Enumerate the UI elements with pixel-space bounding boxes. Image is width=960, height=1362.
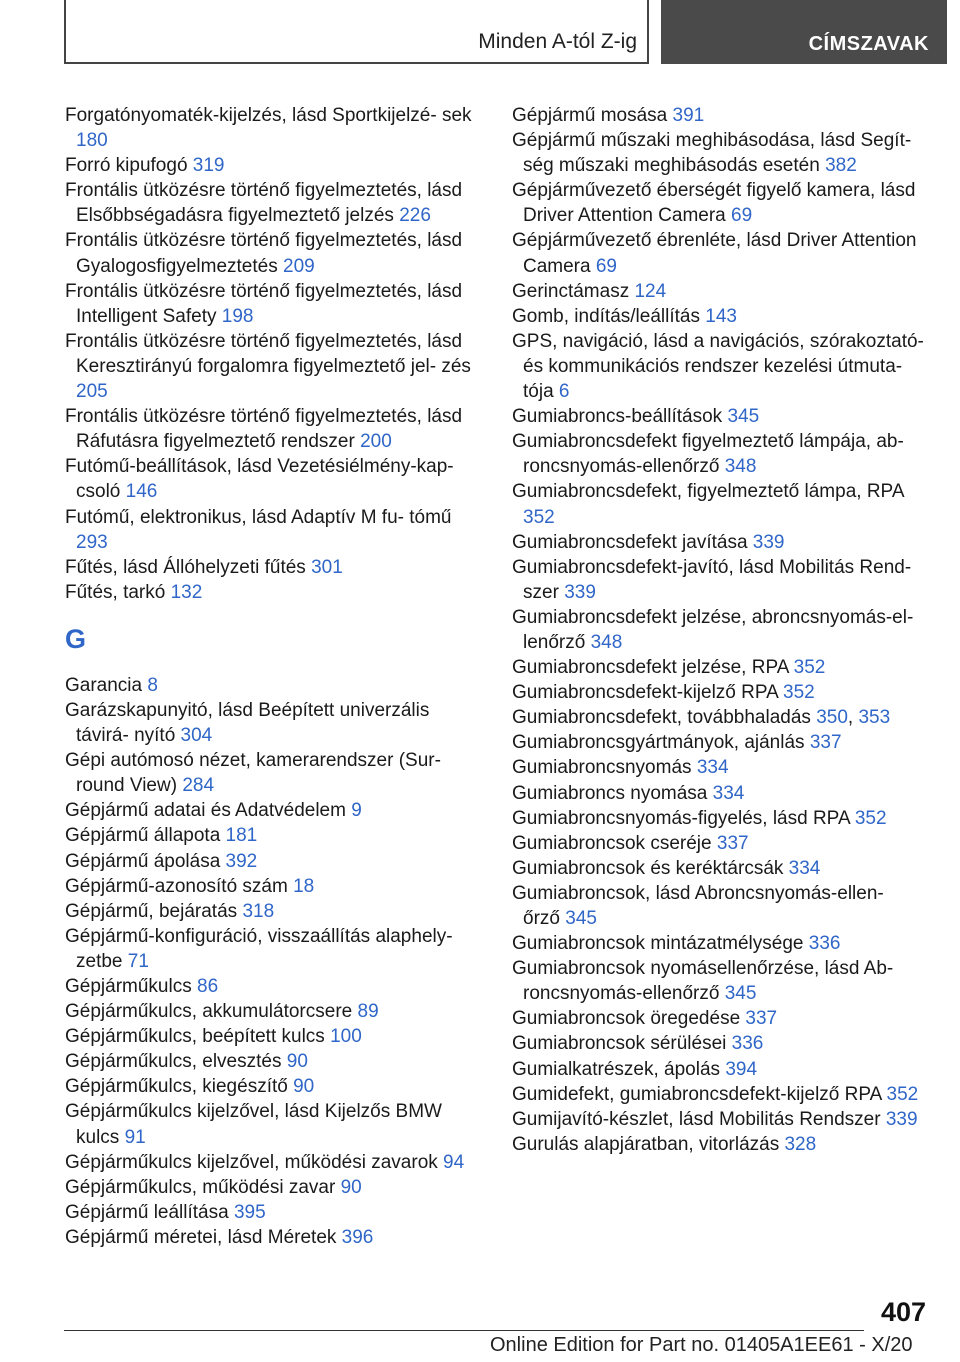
index-entry-term: Gomb, indítás/leállítás [512, 305, 700, 327]
index-entry-term: Gépjármű méretei, lásd Méretek [65, 1226, 337, 1248]
index-entry [512, 781, 924, 806]
index-entry-term: Gépjármű adatai és Adatvédelem [65, 800, 346, 822]
page-reference-link[interactable]: 90 [340, 1176, 362, 1198]
index-entry [512, 228, 924, 278]
page-reference-link[interactable]: 209 [283, 255, 315, 277]
index-entry [65, 1225, 485, 1250]
page-reference-link[interactable]: 395 [233, 1201, 266, 1223]
index-entry [512, 755, 924, 780]
page-reference-link[interactable]: 352 [523, 506, 555, 528]
index-entry [512, 1107, 924, 1132]
index-entry [65, 555, 485, 580]
index-entry-term: Gumiabroncsgyártmányok, ajánlás [512, 732, 805, 754]
index-entry-term: Gumiabroncsok öregedése [512, 1008, 741, 1030]
page-reference-link[interactable]: 86 [197, 976, 219, 997]
index-entry [65, 1175, 485, 1200]
index-entry [512, 530, 924, 555]
index-entry [65, 999, 485, 1024]
index-entry-term: Gépjárműkulcs, működési zavar [65, 1176, 336, 1198]
index-entry-term: Frontális ütközésre történő figyelmeztetés, lásd Ráfutásra figyelmeztető rendszer [65, 406, 463, 453]
index-entry [65, 899, 485, 924]
index-entry-term: Gépjármű leállítása [65, 1201, 229, 1223]
page-reference-link[interactable]: 200 [360, 431, 392, 453]
index-entry [512, 881, 924, 931]
index-entry [65, 798, 485, 823]
index-entry-term: Gumiabroncs nyomása [512, 782, 708, 804]
index-entry [65, 279, 485, 329]
index-entry-term: Gépjármű állapota [65, 825, 221, 847]
index-entry-term: GPS, navigáció, lásd a navigációs, szórakoztató- és kommunikációs rendszer kezelési útmuta- tója [512, 330, 924, 403]
page-reference-link[interactable]: 348 [724, 456, 757, 478]
index-entry [512, 655, 924, 680]
index-entry-term: Gumiabroncsok cseréje [512, 832, 712, 854]
index-entry [65, 580, 485, 605]
page-reference-link[interactable]: 352 [886, 1083, 919, 1105]
index-entry [65, 228, 485, 278]
page-reference-link[interactable]: 146 [125, 481, 158, 503]
index-entry-term: Futómű-beállítások, lásd Vezetésiélmény-kap- csoló [65, 456, 454, 503]
page-reference-link[interactable]: 392 [225, 850, 258, 872]
index-entry-term: Gumiabroncsdefekt-kijelző RPA [512, 682, 778, 704]
index-entry-term: Gépjárműkulcs, akkumulátorcsere [65, 1001, 353, 1023]
page-reference-link[interactable]: 6 [558, 381, 570, 403]
index-entry-term: Frontális ütközésre történő figyelmeztetés, lásd Elsőbbségadásra figyelmeztető jelzés [65, 180, 463, 227]
index-entry-term: Garázskapunyitó, lásd Beépített univerzális távirá- nyító [65, 699, 430, 747]
index-entry-term: Gépjárműkulcs kijelzővel, működési zavarok [65, 1151, 438, 1173]
page-reference-link[interactable]: 334 [712, 782, 745, 804]
index-entry [512, 806, 924, 831]
index-entry [512, 1031, 924, 1056]
index-entry [65, 1099, 485, 1149]
index-entry-term: Fűtés, lásd Állóhelyzeti fűtés [65, 556, 306, 578]
page-reference-link[interactable]: 181 [225, 825, 258, 847]
index-entry [65, 974, 485, 999]
index-entry [512, 304, 924, 329]
index-entry-term: Gumidefekt, gumiabroncsdefekt-kijelző RPA [512, 1083, 882, 1105]
index-entry [65, 874, 485, 899]
index-entry [65, 924, 485, 974]
index-entry [512, 329, 924, 404]
page-reference-link[interactable]: 132 [170, 581, 203, 603]
index-entry [65, 1150, 485, 1175]
index-entry-term: Gépjármű mosása [512, 105, 668, 126]
page-reference-link[interactable]: 100 [330, 1026, 362, 1048]
index-entry [512, 931, 924, 956]
index-entry-term: Garancia [65, 674, 143, 696]
page-reference-link[interactable]: 90 [293, 1076, 315, 1098]
page-reference-link[interactable]: 394 [725, 1058, 758, 1080]
page-reference-link[interactable]: 339 [885, 1108, 918, 1130]
index-entry [65, 698, 485, 748]
page-reference-link[interactable]: 382 [825, 155, 857, 177]
index-entry [512, 856, 924, 881]
index-entry [65, 823, 485, 848]
page-reference-link[interactable]: 345 [724, 983, 757, 1005]
page-reference-link[interactable]: 337 [716, 832, 749, 854]
page-reference-link[interactable]: 91 [124, 1126, 146, 1148]
index-entry [512, 1057, 924, 1082]
index-entry-term: Gépjárművezető ébrenléte, lásd Driver Attention Camera [512, 230, 917, 277]
page-reference-link[interactable]: 334 [788, 857, 821, 879]
index-entry-term: Gépjármű-konfiguráció, visszaállítás alaphely- zetbe [65, 925, 453, 972]
index-entry-term: Gerinctámasz [512, 280, 630, 302]
page-reference-link[interactable]: 8 [147, 674, 158, 696]
index-entry-term: Gurulás alapjáratban, vitorlázás [512, 1133, 780, 1155]
page-reference-link[interactable]: 69 [595, 255, 617, 277]
index-entry [65, 748, 485, 798]
page-reference-link[interactable]: 396 [341, 1226, 374, 1248]
index-entry [65, 1024, 485, 1049]
running-header-frame [64, 0, 649, 64]
index-entry [512, 605, 924, 655]
page-reference-link[interactable]: 318 [242, 900, 275, 922]
index-entry-term: Gumiabroncs-beállítások [512, 406, 723, 428]
index-entry-term: Gépjárműkulcs kijelzővel, lásd Kijelzős BMW kulcs [65, 1101, 442, 1148]
index-entry-term: Futómű, elektronikus, lásd Adaptív M fu- tómű [65, 506, 452, 528]
index-entry-term: Gumiabroncsdefekt, figyelmeztető lámpa, RPA [512, 481, 904, 503]
index-entry-term: Gumiabroncsok és keréktárcsák [512, 857, 784, 879]
page-reference-link[interactable]: 293 [76, 531, 108, 553]
page-reference-link[interactable]: 9 [351, 800, 362, 822]
index-entry-term: Gumiabroncsdefekt, továbbhaladás [512, 707, 811, 729]
index-entry [65, 849, 485, 874]
index-entry-term: Gépjárműkulcs, kiegészítő [65, 1076, 288, 1098]
index-entry-term: Gépjármű műszaki meghibásodása, lásd Segít- ség műszaki meghibásodás esetén [512, 130, 912, 177]
page-reference-link[interactable]: 90 [286, 1051, 308, 1073]
page-number: 407 [880, 1297, 926, 1327]
index-entry-term: Gépjármű-azonosító szám [65, 875, 288, 897]
page-reference-link[interactable]: 337 [745, 1008, 778, 1030]
index-entry [512, 730, 924, 755]
index-entry-term: Gumiabroncsok mintázatmélysége [512, 933, 804, 955]
page-reference-link[interactable]: 69 [731, 205, 753, 227]
page-reference-link[interactable]: 226 [399, 205, 431, 227]
index-entry-term: Frontális ütközésre történő figyelmeztetés, lásd Gyalogosfigyelmeztetés [65, 230, 463, 277]
index-entry [65, 153, 485, 178]
index-entry-term: Gumiabroncsok nyomásellenőrzése, lásd Ab- roncsnyomás-ellenőrző [512, 958, 894, 1005]
index-entry-term: Gépjármű, bejáratás [65, 900, 238, 922]
index-entry-term: Gumialkatrészek, ápolás [512, 1058, 721, 1080]
index-entry-term: Gumiabroncsdefekt jelzése, abroncsnyomás-el- lenőrző [512, 606, 914, 653]
page-reference-link[interactable]: 301 [311, 556, 343, 578]
page-reference-link[interactable]: 124 [634, 280, 667, 302]
index-entry [65, 1049, 485, 1074]
page-reference-link[interactable]: 198 [221, 305, 254, 327]
index-entry-term: Gépi autómosó nézet, kamerarendszer (Sur- round View) [65, 750, 441, 797]
page-reference-link[interactable]: 348 [590, 631, 623, 653]
index-entry [512, 831, 924, 856]
index-entry-term: Gumiabroncsnyomás-figyelés, lásd RPA [512, 807, 850, 829]
index-entry [65, 1074, 485, 1099]
page-reference-link[interactable]: 345 [727, 406, 760, 428]
index-entry [65, 673, 485, 698]
index-entry-term: Gumiabroncsdefekt javítása [512, 531, 748, 553]
index-entry [512, 1082, 924, 1107]
page-reference-link[interactable]: 352 [783, 682, 815, 704]
index-entry [512, 1006, 924, 1031]
index-entry [512, 479, 924, 529]
index-entry-term: Gumiabroncsok sérülései [512, 1033, 727, 1055]
index-entry [65, 329, 485, 404]
page-reference-link[interactable]: 304 [180, 725, 213, 747]
footer-divider [64, 1330, 864, 1331]
index-entry [65, 505, 485, 555]
index-entry-term: Gumiabroncsdefekt figyelmeztető lámpája, ab- roncsnyomás-ellenőrző [512, 431, 904, 478]
index-entry-term: Gumiabroncsok, lásd Abroncsnyomás-ellen- őrző [512, 882, 884, 929]
page-reference-link[interactable]: 345 [565, 908, 597, 929]
index-entry-term: Forró kipufogó [65, 155, 188, 177]
page-reference-link[interactable]: 336 [731, 1033, 764, 1055]
index-entry [65, 404, 485, 454]
index-entry [512, 555, 924, 605]
page-reference-link[interactable]: 334 [696, 757, 729, 779]
index-entry [512, 429, 924, 479]
page-reference-link[interactable]: 391 [672, 105, 705, 126]
index-entry [512, 404, 924, 429]
page-reference-link[interactable]: 352 [854, 807, 887, 829]
page-reference-link[interactable]: 350 [816, 707, 848, 729]
index-entry [65, 178, 485, 228]
index-column-right [512, 103, 924, 1157]
page-reference-link[interactable]: 337 [809, 732, 842, 754]
index-entry [512, 178, 924, 228]
index-entry-term: Gépjármű ápolása [65, 850, 221, 872]
page-reference-link[interactable]: 336 [808, 933, 841, 955]
index-entry [512, 279, 924, 304]
index-entry-term: Gumiabroncsnyomás [512, 757, 692, 779]
page-reference-link[interactable]: 143 [705, 305, 737, 327]
index-letter-heading: G [65, 623, 87, 654]
page-reference-link[interactable]: 339 [564, 581, 596, 603]
index-entry-term: Gépjárműkulcs, beépített kulcs [65, 1026, 325, 1048]
edition-note: Online Edition for Part no. 01405A1EE61 - X/20 [490, 1334, 913, 1356]
index-entry-term: Frontális ütközésre történő figyelmeztetés, lásd Keresztirányú forgalomra figyelmeztető jel- zés [65, 330, 471, 377]
index-entry: Gumiabroncsdefekt, továbbhaladás 350, 353 [512, 707, 891, 729]
chapter-tab [661, 0, 947, 64]
page-reference-link[interactable]: 339 [752, 531, 785, 553]
index-entry-term: Gépjárműkulcs [65, 976, 192, 997]
chapter-tab-label: CÍMSZAVAK [808, 33, 929, 55]
index-entry [65, 1200, 485, 1225]
index-entry-term: Frontális ütközésre történő figyelmeztetés, lásd Intelligent Safety [65, 280, 463, 327]
page-reference-link[interactable]: 352 [793, 657, 826, 679]
index-entry [512, 680, 924, 705]
index-entry [65, 454, 485, 504]
index-entry [512, 956, 924, 1006]
index-entry-term: Gépjárművezető éberségét figyelő kamera, lásd Driver Attention Camera [512, 180, 916, 227]
index-entry-term: Fűtés, tarkó [65, 581, 166, 603]
index-entry [512, 1132, 924, 1157]
index-entry-term: Gumijavító-készlet, lásd Mobilitás Rendszer [512, 1108, 881, 1130]
index-entry [512, 103, 924, 128]
page-reference-link[interactable]: 18 [293, 875, 315, 897]
page-reference-link[interactable]: 284 [182, 775, 215, 797]
index-entry-term: Forgatónyomaték-kijelzés, lásd Sportkijelzé- sek [65, 105, 472, 126]
index-entry [65, 103, 485, 153]
page-reference-link[interactable]: 205 [76, 381, 108, 403]
index-column-left [65, 103, 485, 1250]
index-entry-term: Gépjárműkulcs, elvesztés [65, 1051, 282, 1073]
section-title: Minden A-tól Z-ig [478, 30, 637, 53]
page-reference-link[interactable]: 319 [192, 155, 225, 177]
index-entry-term: Gumiabroncsdefekt jelzése, RPA [512, 657, 789, 679]
page-reference-link[interactable]: 180 [76, 130, 108, 152]
page-reference-link[interactable]: 71 [127, 950, 149, 972]
page-reference-link[interactable]: 89 [357, 1001, 379, 1023]
page-reference-link[interactable]: 328 [784, 1133, 817, 1155]
index-entry-term: Gumiabroncsdefekt-javító, lásd Mobilitás Rend- szer [512, 556, 912, 603]
page-reference-link[interactable]: 94 [443, 1151, 465, 1173]
index-entry [512, 128, 924, 178]
page-reference-link[interactable]: 353 [858, 707, 891, 729]
